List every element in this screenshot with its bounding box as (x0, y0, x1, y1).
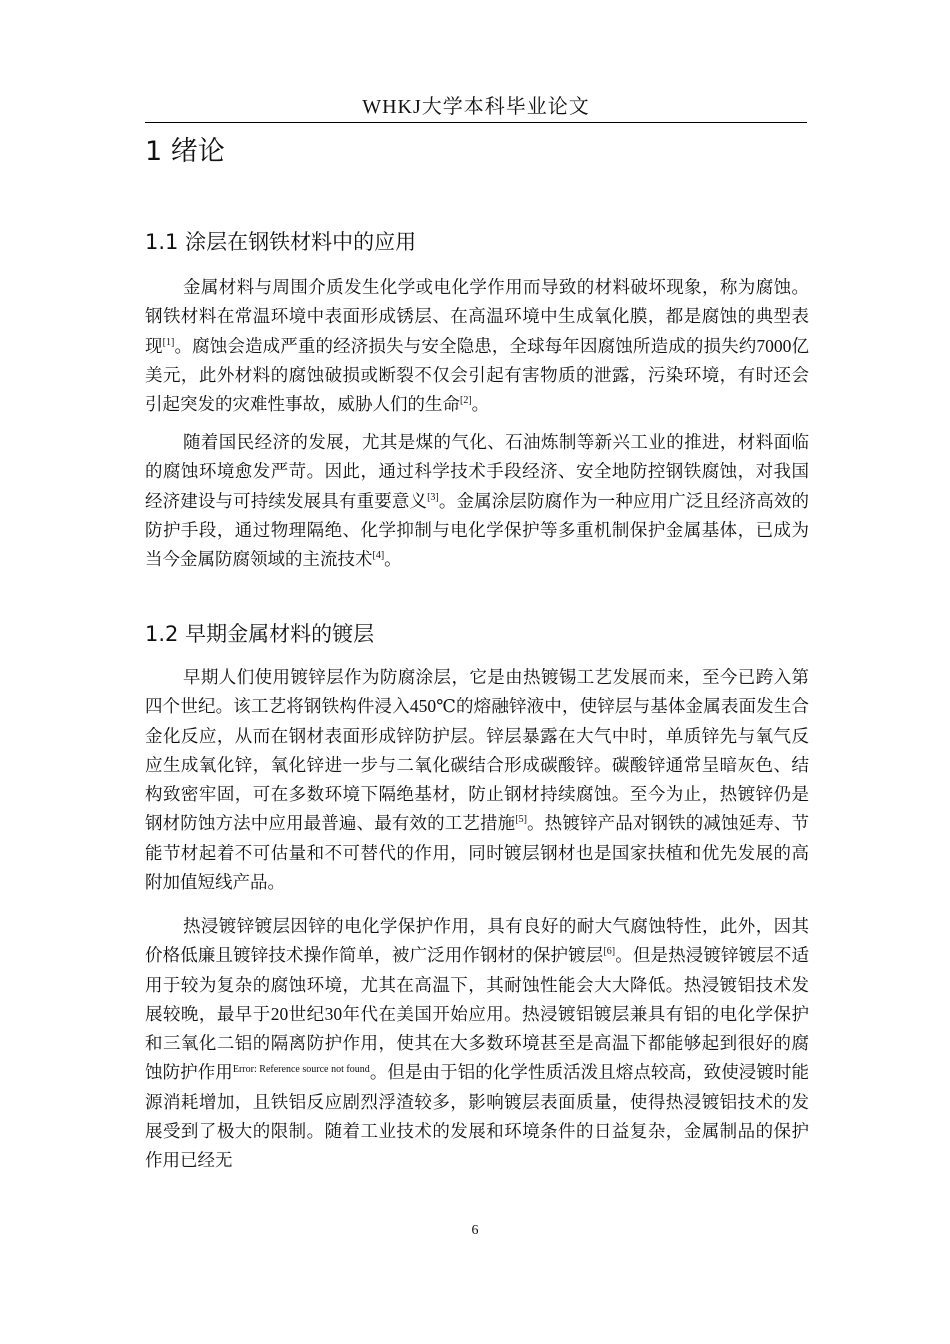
citation-ref[interactable]: [4] (372, 550, 385, 562)
paragraph: 早期人们使用镀锌层作为防腐涂层，它是由热镀锡工艺发展而来，至今已跨入第四个世纪。该工艺将钢铁构件浸入450℃的熔融锌液中，使锌层与基体金属表面发生合金化反应，从而在钢材表面形成锌防护层。锌层暴露在大气中时，单质锌先与氧气反应生成氧化锌，氧化锌进一步与二氧化碳结合形成碳酸锌。碳酸锌通常呈暗灰色、结构致密牢固，可在多数环境下隔绝基材，防止钢材持续腐蚀。至今为止，热镀锌仍是钢材防蚀方法中应用最普遍、最有效的工艺措施[5]。热镀锌产品对钢铁的减蚀延寿、节能节材起着不可估量和不可替代的作用，同时镀层钢材也是国家扶植和优先发展的高附加值短线产品。 (145, 667, 810, 893)
citation-ref[interactable]: [6] (603, 946, 616, 958)
page-header: WHKJ大学本科毕业论文 (145, 92, 807, 123)
paragraph: 金属材料与周围介质发生化学或电化学作用而导致的材料破坏现象，称为腐蚀。钢铁材料在常温环境中表面形成锈层、在高温环境中生成氧化膜，都是腐蚀的典型表现[1]。腐蚀会造成严重的经济损失与安全隐患，全球每年因腐蚀所造成的损失约7000亿美元，此外材料的腐蚀破损或断裂不仅会引起有害物质的泄露，污染环境，有时还会引起突发的灾难性事故，威胁人们的生命[2]。 (145, 277, 810, 415)
chapter-title: 1 绪论 (145, 136, 225, 167)
reference-error-text: Error: Reference source not found (232, 1064, 370, 1076)
citation-ref[interactable]: [3] (427, 491, 439, 503)
citation-ref[interactable]: [2] (460, 395, 472, 407)
citation-ref[interactable]: [1] (162, 336, 175, 348)
citation-ref[interactable]: [5] (515, 814, 527, 826)
section-title-1-1: 1.1 涂层在钢铁材料中的应用 (145, 230, 417, 254)
paragraph: 随着国民经济的发展，尤其是煤的气化、石油炼制等新兴工业的推进，材料面临的腐蚀环境愈发严苛。因此，通过科学技术手段经济、安全地防控钢铁腐蚀，对我国经济建设与可持续发展具有重要意义[3]。金属涂层防腐作为一种应用广泛且经济高效的防护手段，通过物理隔绝、化学抑制与电化学保护等多重机制保护金属基体，已成为当今金属防腐领域的主流技术[4]。 (145, 432, 810, 570)
paragraph: 热浸镀锌镀层因锌的电化学保护作用，具有良好的耐大气腐蚀特性，此外，因其价格低廉且镀锌技术操作简单，被广泛用作钢材的保护镀层[6]。但是热浸镀锌镀层不适用于较为复杂的腐蚀环境，尤其在高温下，其耐蚀性能会大大降低。热浸镀铝技术发展较晚，最早于20世纪30年代在美国开始应用。热浸镀铝镀层兼具有铝的电化学保护和三氧化二铝的隔离防护作用，使其在大多数环境甚至是高温下都能够起到很好的腐蚀防护作用$^{Error: Reference source not found}$。但是由于铝的化学性质活泼且熔点较高，致使浸镀时能源消耗增加，且铁铝反应剧烈浮渣较多，影响镀层表面质量，使得热浸镀铝技术的发展受到了极大的限制。随着工业技术的发展和环境条件的日益复杂，金属制品的保护作用已经无 (145, 916, 810, 1171)
page-number: 6 (471, 1223, 479, 1238)
section-title-1-2: 1.2 早期金属材料的镀层 (145, 622, 375, 646)
